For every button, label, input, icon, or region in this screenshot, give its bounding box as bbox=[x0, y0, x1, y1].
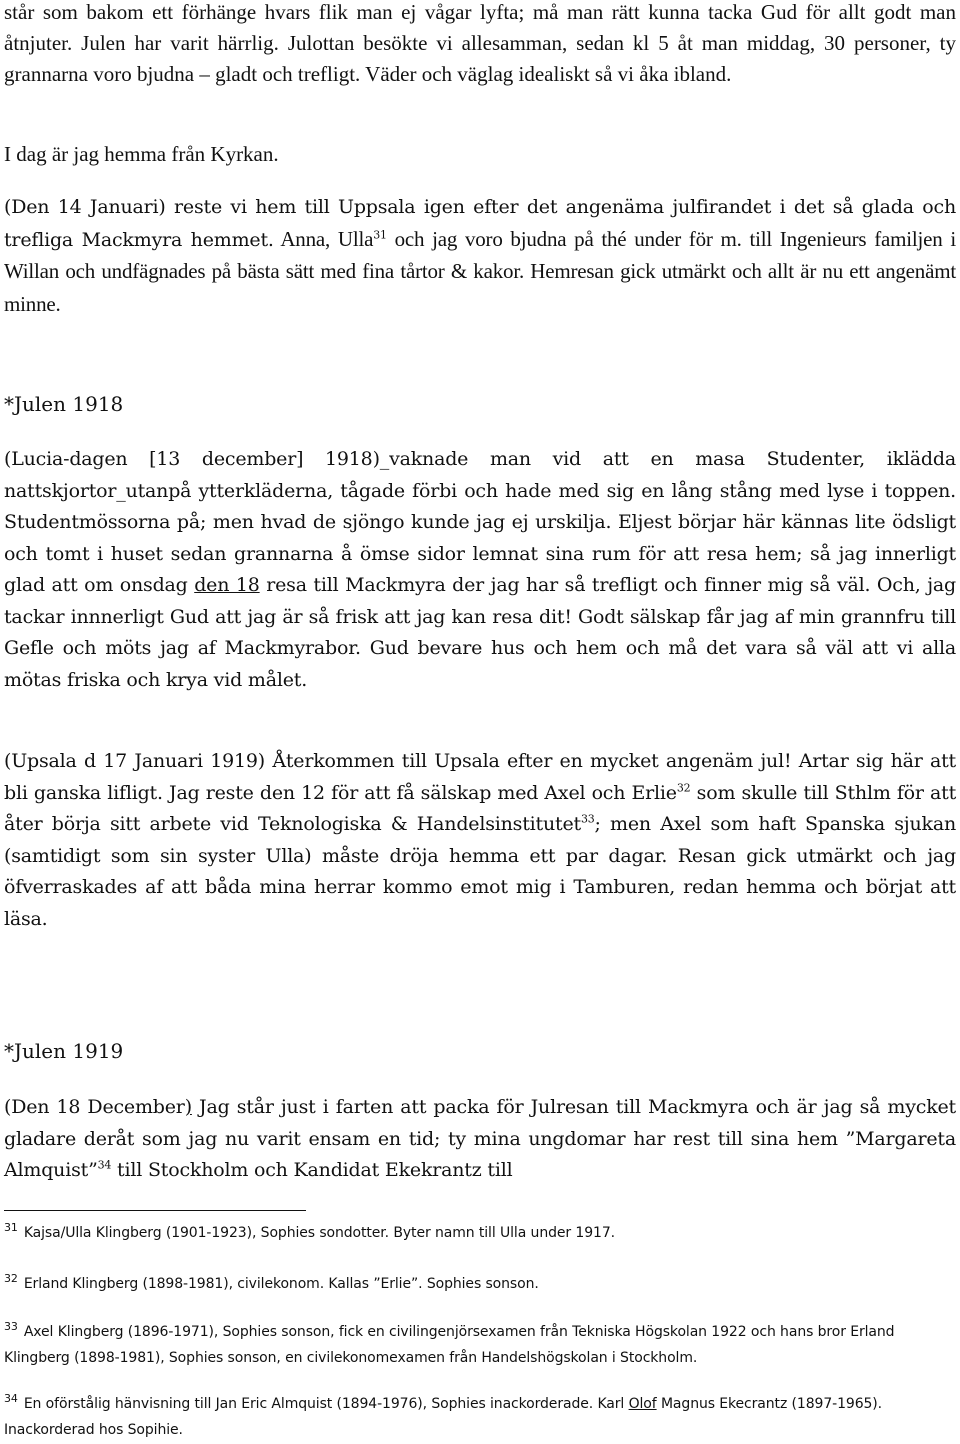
footnote-number-31: 31 bbox=[4, 1221, 18, 1235]
p3-text-c: och jag voro bjudna på thé under för m. till Ingenieurs familjen i Willan och undfägnades på bästa sätt med fina tårtor & kakor. Hemresan gick utmärkt och allt är nu ett angenämt minne. bbox=[4, 226, 956, 316]
p5-text-c: ; men Axel som haft Spanska sjukan (samtidigt som sin syster Ulla) måste dröja hemma ett par dagar. Resan gick utmärkt och jag öfverraskades af att båda mina herrar kommo emot mig i Tamburen, redan hemma och börjat att läsa. bbox=[4, 813, 957, 930]
footnote-underlined-name: Olof bbox=[628, 1396, 657, 1412]
paragraph-january-14 bbox=[4, 192, 956, 321]
p6-text-b: Jag står just i farten att packa för Julresan till Mackmyra och är jag så mycket gladare deråt som jag nu varit ensam en tid; ty mina ungdomar har rest till sina hem ”Margareta Almquist” bbox=[4, 1096, 956, 1181]
footnote-ref-34: 34 bbox=[97, 1158, 112, 1172]
p4-text-b: resa till Mackmyra der jag har så trefligt och finner mig så väl. Och, jag tackar innnerligt Gud att jag är så frisk att jag kan resa dit! Godt sälskap får jag af min grannfru till Gefle och möts jag af Mackmyrabor. Gud bevare hus och hem och må det vara så väl att vi alla mötas friska och krya vid målet. bbox=[4, 574, 956, 691]
p6-underlined-paren: ) bbox=[184, 1096, 192, 1118]
p3-text-b: Anna, Ulla bbox=[273, 226, 374, 251]
footnote-number-34: 34 bbox=[4, 1392, 18, 1406]
footnote-text-34a: En oförstålig hänvisning till Jan Eric Almquist (1894-1976), Sophies inackorderade. Karl bbox=[23, 1396, 629, 1412]
p5-text-a: (Upsala d 17 Januari 1919) Återkommen till Upsala efter en mycket angenäm jul! Artar sig här att bli ganska lifligt. Jag reste den 12 för att få sälskap med Axel och Erlie bbox=[4, 750, 956, 804]
footnote-ref-31: 31 bbox=[373, 228, 387, 242]
footnote-33 bbox=[4, 1319, 956, 1371]
footnote-31 bbox=[4, 1220, 956, 1246]
footnote-text-33: Axel Klingberg (1896-1971), Sophies sonson, fick en civilingenjörsexamen från Tekniska Högskolan 1922 och hans bror Erland Klingberg (1898-1981), Sophies sonson, en civilekonomexamen från Handelshögskolan i Stockholm. bbox=[4, 1324, 895, 1366]
p5-text-b: som skulle till Sthlm för att åter börja sitt arbete vid Teknologiska & Handelsinstitutet bbox=[4, 781, 957, 835]
footnote-separator bbox=[4, 1210, 306, 1211]
footnote-number-33: 33 bbox=[4, 1320, 18, 1334]
footnote-text-34b: Magnus Ekecrantz (1897-1965). Inackorderad hos Sopihie. bbox=[4, 1396, 883, 1438]
heading-julen-1918: *Julen 1918 bbox=[4, 392, 124, 416]
p4-text-a: (Lucia-dagen [13 december] 1918)_vaknade man vid att en masa Studenter, iklädda nattskjortor_utanpå ytterkläderna, tågade förbi och hade med sig en lång stång med lyse i toppen. Studentmössorna på; men hvad de sjöngo kunde jag ej urskilja. Eljest börjar här kännas lite ödsligt och tomt i huset sedan grannarna å ömse sidor lemnat sina rum för att resa hem; så jag innerligt glad att om onsdag bbox=[4, 448, 956, 596]
p4-underlined-date: den 18 bbox=[194, 574, 260, 596]
p6-text-c: till Stockholm och Kandidat Ekekrantz till bbox=[111, 1159, 513, 1181]
paragraph-december-18 bbox=[4, 1092, 956, 1187]
footnote-number-32: 32 bbox=[4, 1272, 18, 1286]
paragraph-christmas: står som bakom ett förhänge hvars flik man ej vågar lyfta; må man rätt kunna tacka Gud för allt godt man åtnjuter. Julen har varit härrlig. Julottan besökte vi allesamman, sedan kl 5 åt man middag, 30 personer, ty grannarna voro bjudna – gladt och trefligt. Väder och väglag idealiskt så vi åka ibland. bbox=[4, 0, 956, 86]
footnote-text-32: Erland Klingberg (1898-1981), civilekonom. Kallas ”Erlie”. Sophies sonson. bbox=[23, 1276, 539, 1292]
p3-text-a: (Den 14 Januari) reste vi hem till Uppsala igen efter det angenäma julfirandet i det så glada och trefliga Mackmyra hemmet. bbox=[4, 196, 956, 251]
footnote-34 bbox=[4, 1391, 956, 1443]
paragraph-january-17 bbox=[4, 746, 956, 935]
footnote-ref-32: 32 bbox=[676, 781, 691, 795]
paragraph-lucia bbox=[4, 444, 956, 696]
footnote-ref-33: 33 bbox=[580, 812, 595, 826]
footnote-32 bbox=[4, 1271, 956, 1297]
paragraph-church: I dag är jag hemma från Kyrkan. bbox=[4, 142, 279, 166]
p6-text-a: (Den 18 December bbox=[4, 1096, 185, 1118]
heading-julen-1919: *Julen 1919 bbox=[4, 1039, 124, 1063]
footnote-text-31: Kajsa/Ulla Klingberg (1901-1923), Sophies sondotter. Byter namn till Ulla under 1917. bbox=[23, 1225, 615, 1241]
